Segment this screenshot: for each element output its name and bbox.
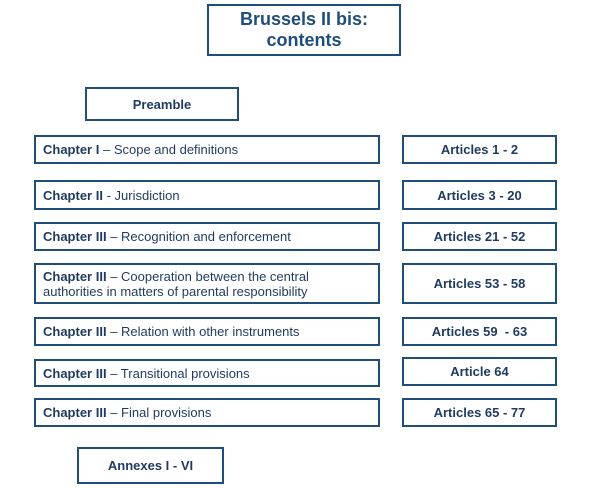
articles-box xyxy=(402,263,557,304)
chapter-label: Chapter III xyxy=(43,268,107,284)
chapter-separator: – xyxy=(106,268,122,284)
chapter-separator: – xyxy=(106,365,121,381)
chapter-box xyxy=(34,398,380,427)
chapter-label: Chapter III xyxy=(43,405,107,420)
chapter-box xyxy=(34,135,380,164)
title-line-2: contents xyxy=(266,30,342,50)
preamble-box xyxy=(85,87,239,121)
chapter-label: Chapter I xyxy=(43,142,100,157)
chapter-description: Final provisions xyxy=(121,405,212,420)
articles-label: Articles 21 - 52 xyxy=(433,229,526,244)
chapter-separator: - xyxy=(102,187,115,203)
articles-box xyxy=(402,398,557,427)
articles-box xyxy=(402,317,557,346)
chapter-label: Chapter III xyxy=(43,365,107,381)
articles-box xyxy=(402,222,557,251)
chapter-description: Recognition and enforcement xyxy=(121,229,291,244)
chapter-separator: – xyxy=(106,405,122,420)
articles-label: Articles 65 - 77 xyxy=(433,405,526,420)
chapter-label: Chapter II xyxy=(43,187,103,203)
chapter-box xyxy=(34,180,380,210)
annexes-box xyxy=(77,447,224,484)
chapter-description: Transitional provisions xyxy=(120,365,250,381)
chapter-box xyxy=(34,317,380,346)
chapter-box xyxy=(34,222,380,251)
chapter-description: Scope and definitions xyxy=(113,142,239,157)
articles-box xyxy=(402,180,557,210)
chapter-description: Relation with other instruments xyxy=(121,324,300,339)
chapter-label: Chapter III xyxy=(43,229,107,244)
chapter-separator: – xyxy=(106,324,122,339)
chapter-separator: – xyxy=(106,229,122,244)
chapter-box xyxy=(34,359,380,387)
articles-label: Articles 59 - 63 xyxy=(431,324,528,339)
articles-box xyxy=(402,135,557,164)
articles-label: Article 64 xyxy=(450,364,509,379)
annexes-label: Annexes I - VI xyxy=(107,458,194,473)
chapter-label: Chapter III xyxy=(43,324,107,339)
title-line-1: Brussels II bis: xyxy=(239,9,369,29)
articles-label: Articles 3 - 20 xyxy=(437,187,522,203)
chapter-description: Jurisdiction xyxy=(114,187,180,203)
title-box xyxy=(207,4,401,56)
chapter-box xyxy=(34,263,380,304)
chapter-description: Cooperation between the central authorities in matters of parental responsibility xyxy=(43,268,309,299)
chapter-separator: – xyxy=(99,142,114,157)
articles-box xyxy=(402,357,557,386)
articles-label: Articles 53 - 58 xyxy=(433,276,526,291)
preamble-label: Preamble xyxy=(132,96,192,112)
articles-label: Articles 1 - 2 xyxy=(440,142,519,157)
